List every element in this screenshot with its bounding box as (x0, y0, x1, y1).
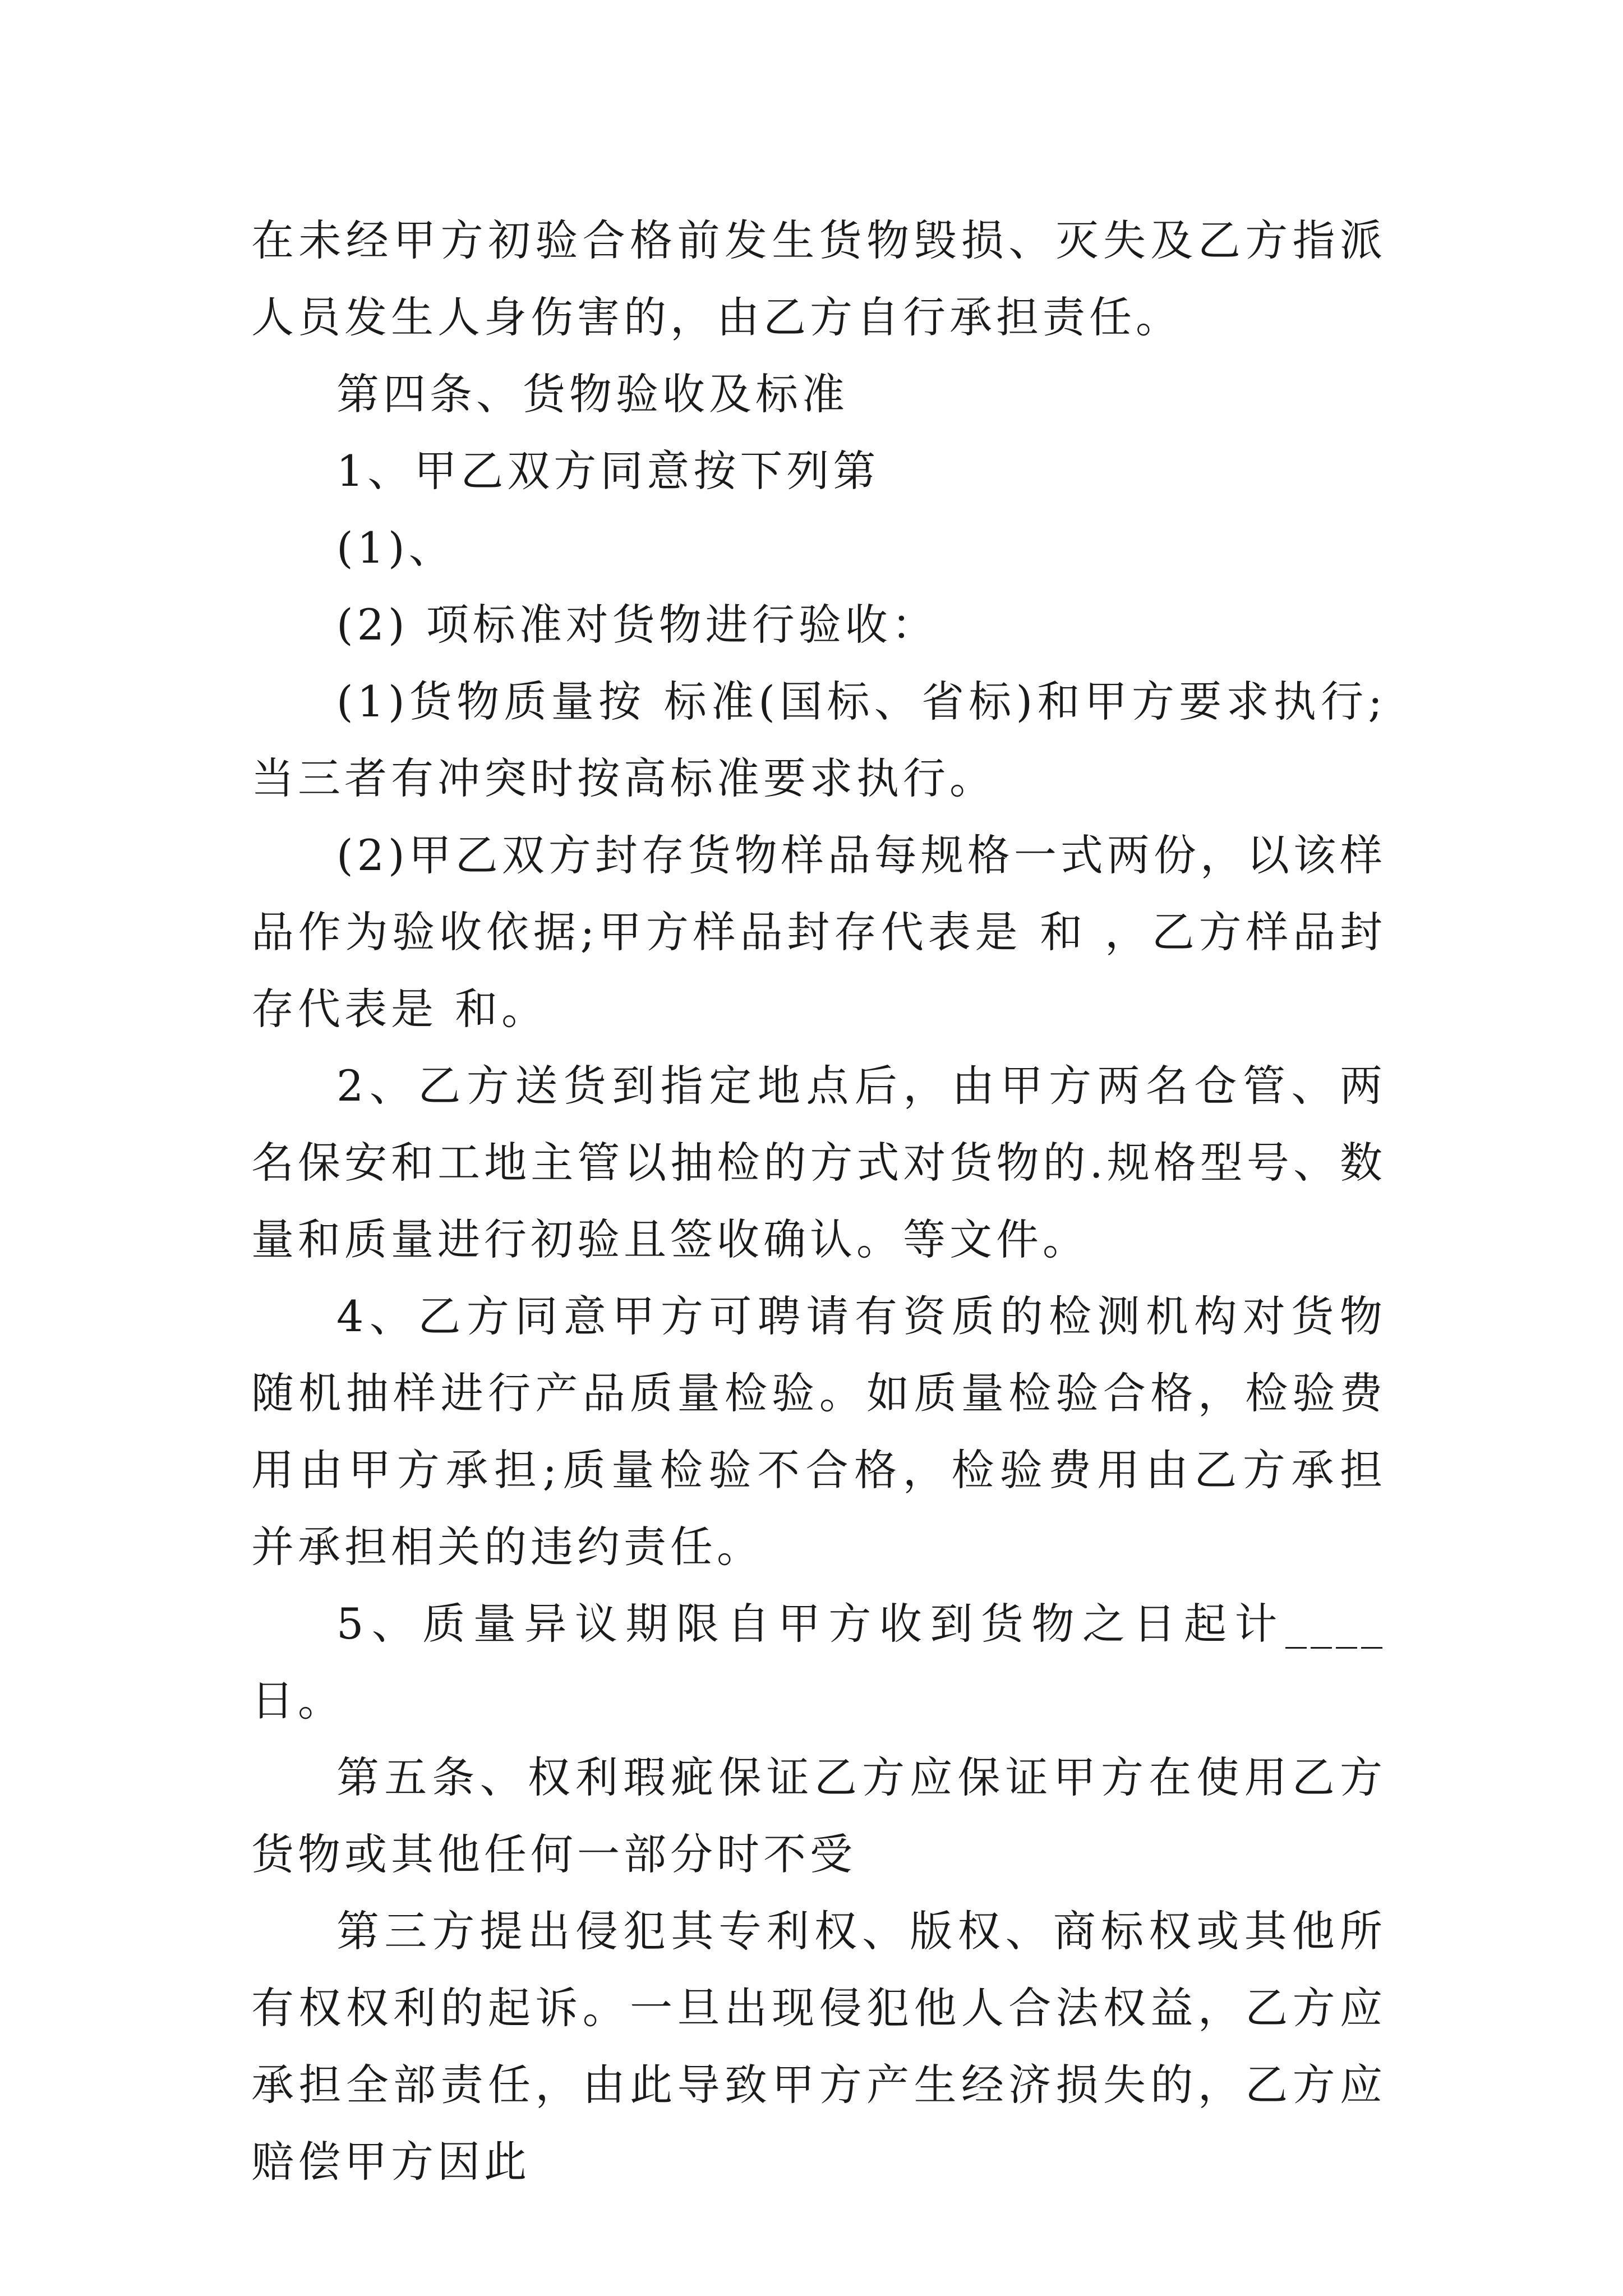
document-body (251, 202, 1386, 2200)
clause-1: 1、甲乙双方同意按下列第 (336, 446, 880, 496)
clause-item-2: (2) 项标准对货物进行验收： (336, 600, 938, 650)
clause-4-quality-testing: 4、乙方同意甲方可聘请有资质的检测机构对货物随机抽样进行产品质量检验。如质量检验合格，检验费用由甲方承担;质量检验不合格，检验费用由乙方承担并承担相关的违约责任。 (251, 1291, 1386, 1572)
article-4-heading: 第四条、货物验收及标准 (336, 369, 849, 419)
article-5-heading: 第五条、权利瑕疵保证乙方应保证甲方在使用乙方货物或其他任何一部分时不受 (251, 1752, 1386, 1879)
paragraph-continued-liability: 在未经甲方初验合格前发生货物毁损、灭失及乙方指派人员发生人身伤害的，由乙方自行承担责任。 (251, 215, 1386, 342)
clause-5-objection-period: 5、质量异议期限自甲方收到货物之日起计____日。 (251, 1599, 1386, 1726)
clause-2-delivery-inspection: 2、乙方送货到指定地点后，由甲方两名仓管、两名保安和工地主管以抽检的方式对货物的.规格型号、数量和质量进行初验且签收确认。等文件。 (251, 1061, 1386, 1264)
clause-sample-sealing: (2)甲乙双方封存货物样品每规格一式两份，以该样品作为验收依据;甲方样品封存代表是 和 ，乙方样品封存代表是 和。 (251, 830, 1386, 1034)
clause-quality-standard: (1)货物质量按 标准(国标、省标)和甲方要求执行;当三者有冲突时按高标准要求执行。 (251, 677, 1386, 803)
paragraph-third-party-claims: 第三方提出侵犯其专利权、版权、商标权或其他所有权权利的起诉。一旦出现侵犯他人合法权益，乙方应承担全部责任，由此导致甲方产生经济损失的，乙方应赔偿甲方因此 (251, 1906, 1386, 2187)
clause-item-1: (1)、 (336, 523, 455, 573)
